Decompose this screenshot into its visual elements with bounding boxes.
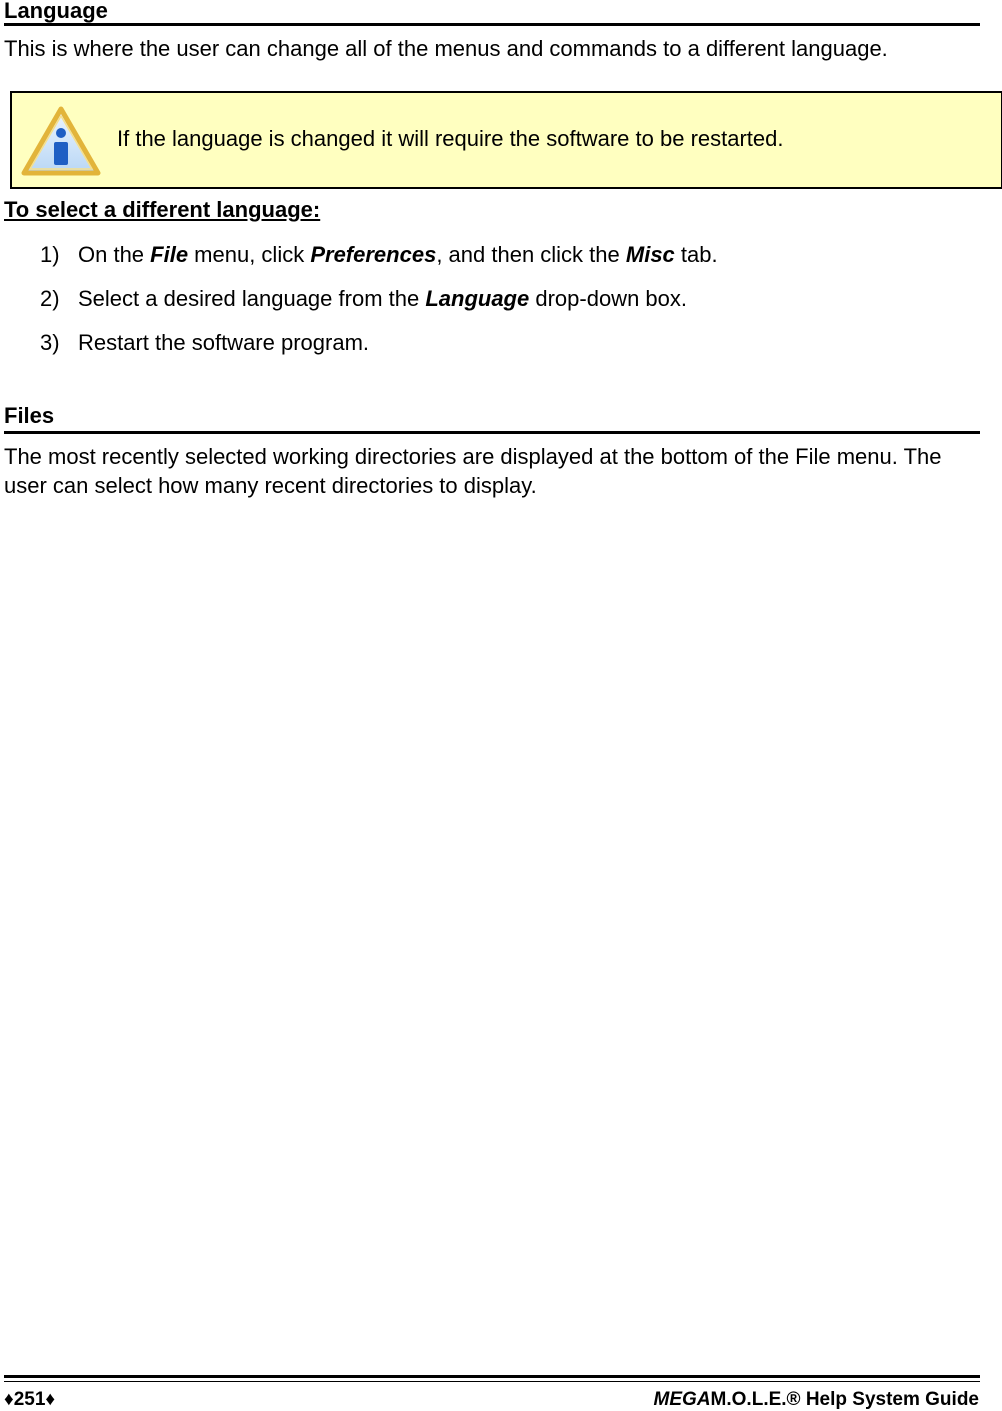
diamond-icon: ♦ [4, 1389, 14, 1410]
language-heading: Language [4, 0, 108, 23]
step-2: 2) Select a desired language from the Language drop-down box. [40, 286, 687, 311]
files-heading: Files [4, 403, 55, 428]
footer-rule [4, 1375, 980, 1378]
step-number: 3) [40, 330, 60, 355]
misc-tab-ref: Misc [625, 242, 675, 267]
diamond-icon: ♦ [45, 1389, 56, 1410]
page-number: ♦251♦ [4, 1389, 56, 1410]
procedure-title: To select a different language: [4, 197, 321, 222]
files-text: The most recently selected working directories are displayed at the bottom of the File menu. The user can select how many recent directories to display. [4, 444, 942, 498]
files-heading-rule [4, 431, 980, 434]
step-1: 1) On the File menu, click Preferences, and then click the Misc tab. [40, 242, 718, 267]
step-number: 1) [40, 242, 60, 267]
preferences-ref: Preferences [310, 242, 437, 267]
step-3: 3) Restart the software program. [40, 330, 370, 355]
menu-file-ref: File [150, 242, 189, 267]
step-number: 2) [40, 286, 60, 311]
language-heading-rule [4, 23, 980, 26]
note-text: If the language is changed it will require the software to be restarted. [117, 126, 784, 151]
language-dropdown-ref: Language [425, 286, 530, 311]
language-intro: This is where the user can change all of the menus and commands to a different language. [4, 36, 888, 61]
note-box [10, 91, 1002, 189]
info-warning-icon [21, 105, 101, 177]
footer-rule-thin [4, 1381, 980, 1382]
guide-title: MEGAM.O.L.E.® Help System Guide [653, 1389, 979, 1410]
